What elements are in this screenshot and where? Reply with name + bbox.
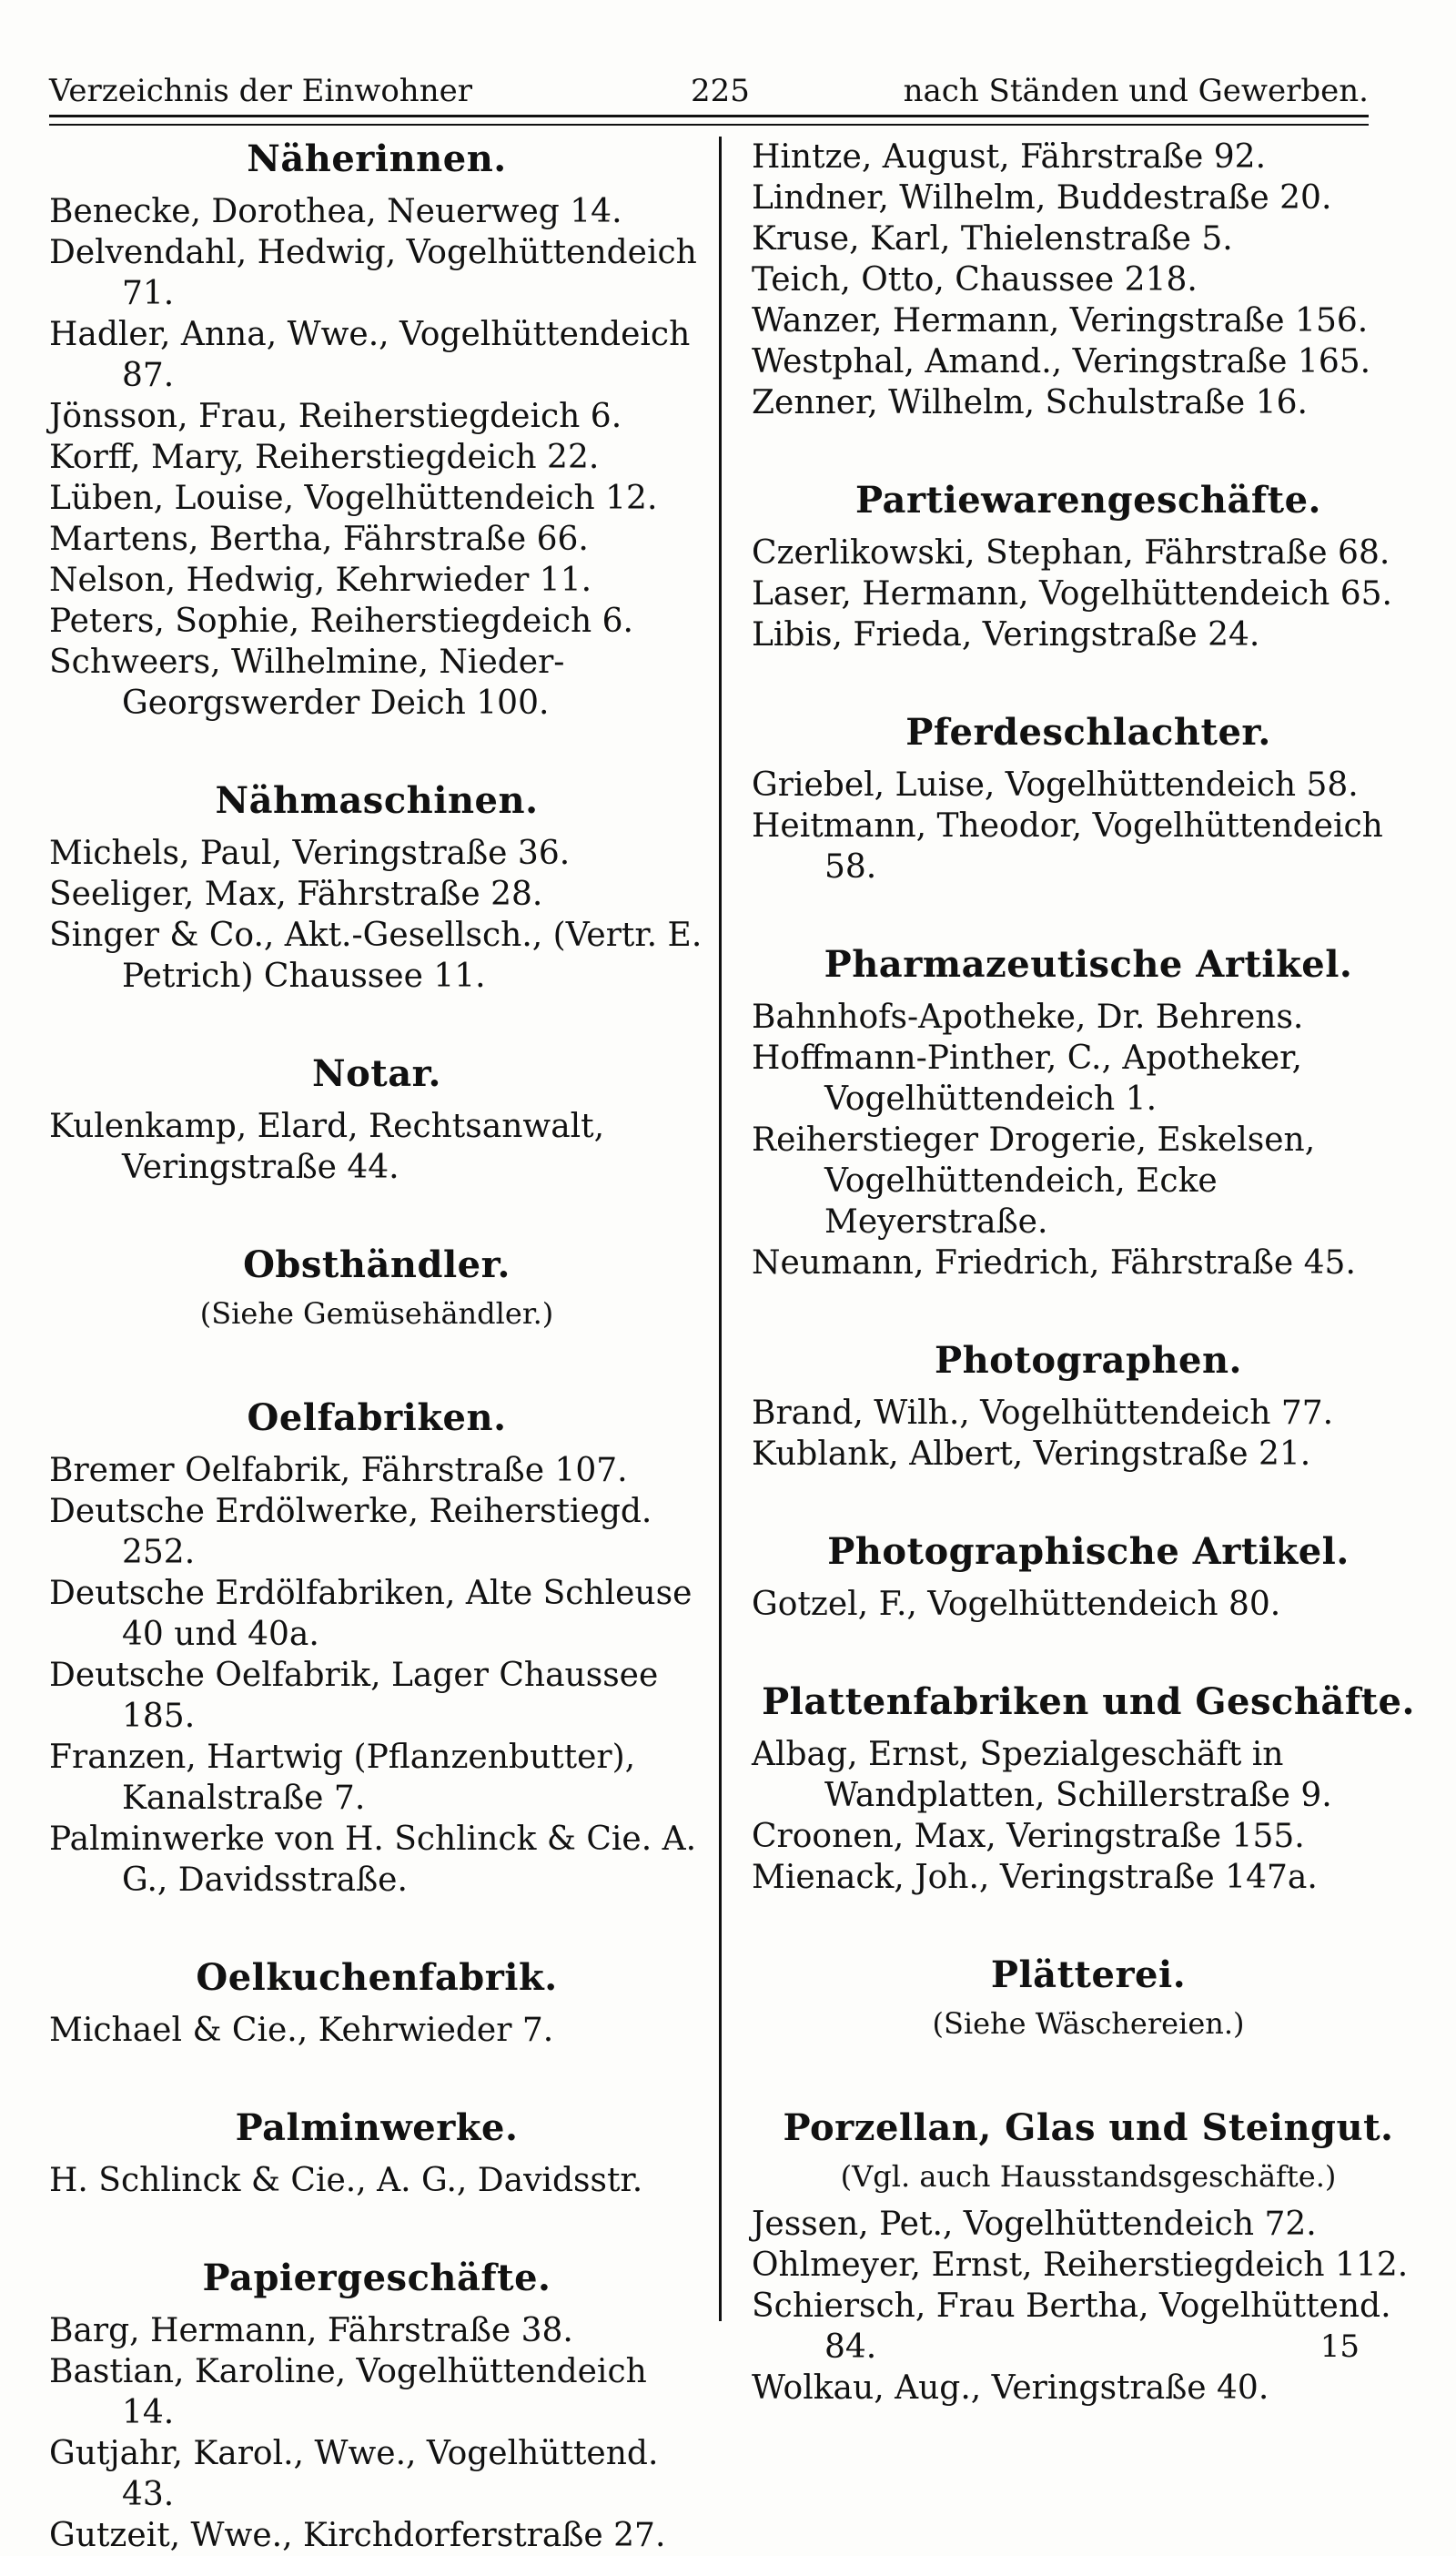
directory-entry: Neumann, Friedrich, Fährstraße 45. [752,1244,1356,1282]
directory-section [752,478,1425,655]
directory-entry: Czerlikowski, Stephan, Fährstraße 68. [752,534,1390,572]
directory-section [752,710,1425,888]
section-gap [752,1475,1425,1529]
section-gap [752,1283,1425,1338]
directory-entry: Hoffmann-Pinther, C., Apotheker, Vogelhüttendeich 1. [752,1040,1302,1118]
section-title: Oelkuchenfabrik. [196,1956,558,1999]
right-column [752,137,1425,2409]
directory-entry: Martens, Bertha, Fährstraße 66. [49,521,589,558]
directory-entry: Ohlmeyer, Ernst, Reiherstiegdeich 112. [752,2247,1409,2284]
directory-entry: Mienack, Joh., Veringstraße 147a. [752,1859,1318,1896]
directory-entry: Deutsche Oelfabrik, Lager Chaussee 185. [49,1657,659,1735]
directory-entry: Kublank, Albert, Veringstraße 21. [752,1435,1311,1473]
directory-section [49,1395,704,1901]
section-title: Obsthändler. [243,1243,511,1286]
section-gap [752,655,1425,710]
directory-entry: Bastian, Karoline, Vogelhüttendeich 14. [49,2353,647,2431]
section-title: Photographen. [935,1339,1242,1382]
directory-entry: Kruse, Karl, Thielenstraße 5. [752,220,1233,258]
directory-section [752,1529,1425,1625]
section-title: Pharmazeutische Artikel. [824,943,1353,986]
directory-entry: Heitmann, Theodor, Vogelhüttendeich 58. [752,807,1383,886]
directory-entry: Nelson, Hedwig, Kehrwieder 11. [49,562,592,599]
directory-entry: Schweers, Wilhelmine, Nieder-Georgswerder Deich 100. [49,644,565,722]
directory-entry: Schiersch, Frau Bertha, Vogelhüttend. 84. [752,2287,1391,2366]
directory-entry: Griebel, Luise, Vogelhüttendeich 58. [752,766,1359,804]
directory-entry: Gutzeit, Wwe., Kirchdorferstraße 27. [49,2517,666,2554]
section-title: Partiewarengeschäfte. [855,479,1321,522]
section-title: Papiergeschäfte. [202,2257,551,2299]
section-title: Nähmaschinen. [215,779,539,822]
directory-section [752,1952,1425,2044]
directory-entry: Barg, Hermann, Fährstraße 38. [49,2312,573,2349]
section-cross-reference: (Vgl. auch Hausstandsgeschäfte.) [840,2159,1337,2194]
directory-entry: Seeliger, Max, Fährstraße 28. [49,876,543,913]
section-gap [49,1901,704,1955]
directory-entry: Hadler, Anna, Wwe., Vogelhüttendeich 87. [49,316,691,394]
section-gap [752,2051,1425,2105]
directory-entry: Delvendahl, Hedwig, Vogelhüttendeich 71. [49,234,697,312]
directory-section [49,778,704,997]
directory-entry: Franzen, Hartwig (Pflanzenbutter), Kanalstraße 7. [49,1739,636,1817]
directory-section [752,942,1425,1283]
directory-entry: Bremer Oelfabrik, Fährstraße 107. [49,1452,628,1489]
directory-entry: Lindner, Wilhelm, Buddestraße 20. [752,179,1332,217]
header-left-title: Verzeichnis der Einwohner [49,73,472,109]
directory-entry: Lüben, Louise, Vogelhüttendeich 12. [49,480,658,517]
section-gap [49,2201,704,2256]
directory-entry: Palminwerke von H. Schlinck & Cie. A. G., Davidsstraße. [49,1821,697,1899]
directory-entry: H. Schlinck & Cie., A. G., Davidsstr. [49,2162,643,2199]
directory-entry: Libis, Frieda, Veringstraße 24. [752,616,1260,654]
directory-entry: Deutsche Erdölwerke, Reiherstiegd. 252. [49,1493,652,1571]
section-gap [49,1341,704,1395]
directory-section [49,1955,704,2051]
section-gap [49,2051,704,2105]
section-gap [752,423,1425,478]
left-column [49,137,704,2556]
directory-entry: Jessen, Pet., Vogelhüttendeich 72. [752,2206,1317,2243]
directory-entry: Michels, Paul, Veringstraße 36. [49,835,571,872]
header-right-title: nach Ständen und Gewerben. [903,73,1369,109]
directory-section [49,1051,704,1188]
directory-entry: Gotzel, F., Vogelhüttendeich 80. [752,1586,1281,1623]
section-title: Palminwerke. [235,2106,519,2149]
directory-entry: Westphal, Amand., Veringstraße 165. [752,343,1371,380]
directory-entry: Gutjahr, Karol., Wwe., Vogelhüttend. 43. [49,2435,659,2513]
directory-section [49,2256,704,2556]
section-title: Plätterei. [990,1953,1187,1996]
directory-entry: Korff, Mary, Reiherstiegdeich 22. [49,439,600,476]
directory-entry: Kulenkamp, Elard, Rechtsanwalt, Veringstraße 44. [49,1108,605,1186]
directory-entry: Albag, Ernst, Spezialgeschäft in Wandplatten, Schillerstraße 9. [752,1736,1332,1814]
section-title: Pferdeschlachter. [905,711,1271,754]
directory-entry: Wolkau, Aug., Veringstraße 40. [752,2369,1269,2407]
signature-mark: 15 [1320,2328,1360,2365]
directory-entry: Teich, Otto, Chaussee 218. [752,261,1198,299]
section-gap [752,1625,1425,1679]
directory-section [49,1242,704,1334]
directory-entry: Wanzer, Hermann, Veringstraße 156. [752,302,1369,340]
section-title: Plattenfabriken und Geschäfte. [762,1680,1415,1723]
section-title: Notar. [312,1052,441,1095]
directory-entry: Singer & Co., Akt.-Gesellsch., (Vertr. E. Petrich) Chaussee 11. [49,917,703,995]
directory-section [752,137,1425,423]
section-cross-reference: (Siehe Gemüsehändler.) [199,1296,554,1331]
directory-entry: Bahnhofs-Apotheke, Dr. Behrens. [752,999,1304,1036]
directory-entry: Peters, Sophie, Reiherstiegdeich 6. [49,603,633,640]
section-gap [49,997,704,1051]
header-double-rule [49,124,1369,126]
page-number: 225 [691,73,750,109]
section-title: Näherinnen. [247,137,507,180]
section-gap [752,888,1425,942]
directory-entry: Laser, Hermann, Vogelhüttendeich 65. [752,575,1392,613]
directory-section [49,137,704,724]
directory-section [49,2105,704,2201]
section-title: Porzellan, Glas und Steingut. [783,2106,1394,2149]
section-gap [49,1188,704,1242]
page-header [49,73,1369,117]
directory-entry: Michael & Cie., Kehrwieder 7. [49,2012,554,2049]
directory-entry: Croonen, Max, Veringstraße 155. [752,1818,1305,1855]
section-gap [752,1898,1425,1952]
directory-entry: Deutsche Erdölfabriken, Alte Schleuse 40 und 40a. [49,1575,693,1653]
directory-entry: Zenner, Wilhelm, Schulstraße 16. [752,384,1308,421]
directory-section [752,1679,1425,1898]
directory-entry: Benecke, Dorothea, Neuerweg 14. [49,193,622,230]
directory-entry: Brand, Wilh., Vogelhüttendeich 77. [752,1395,1334,1432]
section-title: Photographische Artikel. [827,1530,1350,1573]
section-gap [49,724,704,778]
directory-entry: Hintze, August, Fährstraße 92. [752,138,1267,176]
column-divider [719,137,722,2321]
section-title: Oelfabriken. [247,1396,507,1439]
directory-section [752,1338,1425,1475]
section-cross-reference: (Siehe Wäschereien.) [932,2006,1245,2041]
directory-entry: Reiherstieger Drogerie, Eskelsen, Vogelhüttendeich, Ecke Meyerstraße. [752,1121,1316,1241]
directory-entry: Jönsson, Frau, Reiherstiegdeich 6. [49,398,622,435]
